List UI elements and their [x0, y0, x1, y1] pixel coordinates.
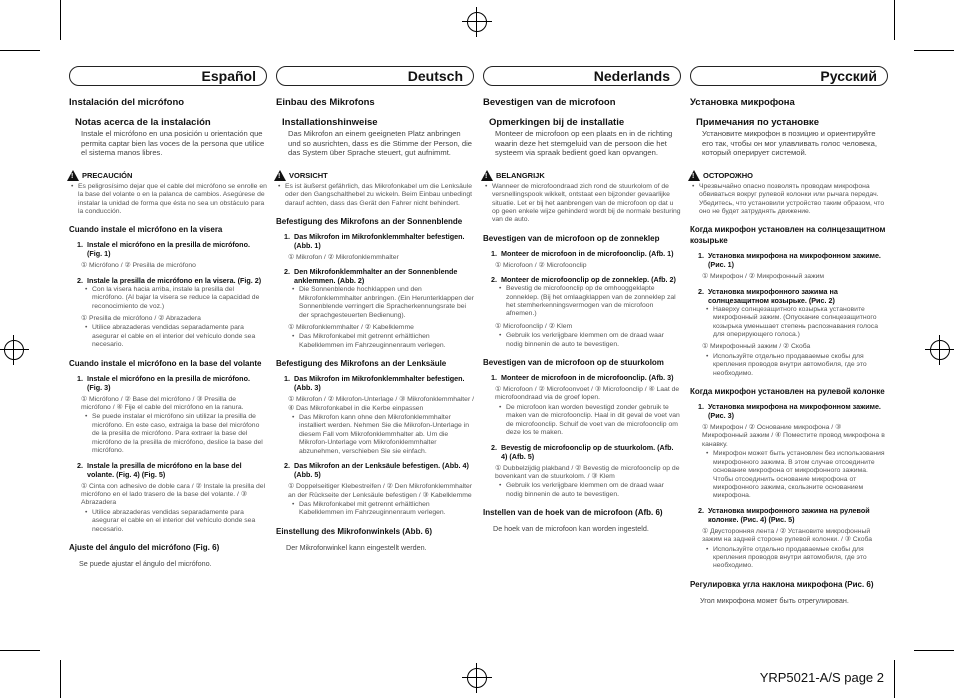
crop-mark	[914, 650, 954, 651]
step-item: 1. Das Mikrofon im Mikrofonklemmhalter befestigen. (Abb. 1)	[284, 232, 465, 250]
language-column	[481, 66, 681, 533]
step-text: Установка микрофона на микрофонном зажиме. (Рис. 1)	[708, 251, 881, 270]
figure-legend: ① Microfoon / ② Microfoonvoet / ③ Microfoonclip / ④ Laat de microfoondraad via de groef lopen.	[495, 386, 680, 402]
step-item: 1. Установка микрофона на микрофонном зажиме. (Рис. 1)	[698, 251, 881, 270]
step-text: Monteer de microfoon in de microfoonclip. (Afb. 1)	[501, 248, 674, 258]
step-item: 1. Das Mikrofon im Mikrofonklemmhalter befestigen. (Abb. 3)	[284, 374, 465, 393]
step-heading: Регулировка угла наклона микрофона (Рис. 6)	[690, 579, 874, 589]
intro-text: Das Mikrofon an einem geeigneten Platz anbringen und so ausrichten, dass es die Stimme der Person, die das System über Sprache steuert, gut aufnimmt.	[288, 129, 473, 158]
figure-legend: ① Микрофон / ② Микрофонный зажим	[702, 273, 825, 281]
registration-mark	[930, 340, 950, 360]
warning-icon: !	[688, 170, 700, 181]
crop-mark	[0, 650, 40, 651]
figure-legend: ① Mikrofon / ② Mikrofon-Unterlage / ③ Mikrofonklemmhalter / ④ Das Mikrofonkabel in die Kerbe einpassen	[288, 396, 474, 412]
figure-legend: ① Microfoonclip / ② Klem	[495, 322, 573, 330]
language-column	[67, 66, 267, 568]
step-item: 2. Das Mikrofon an der Lenksäule befestigen. (Abb. 4) (Abb. 5)	[284, 461, 469, 480]
figure-legend: ① Micrófono / ② Base del micrófono / ③ Presilla de micrófono / ④ Fije el cable del micrófono en la ranura.	[81, 395, 244, 412]
step-note: • Das Mikrofonkabel mit getrennt erhältlichen Kabelklemmen im Fahrzeuginnenraum verlegen.	[292, 501, 474, 518]
crop-mark	[0, 50, 40, 51]
step-heading: Einstellung des Mikrofonwinkels (Abb. 6)	[276, 526, 433, 536]
step-note: • De microfoon kan worden bevestigd zonder gebruik te maken van de microfoonclip. Haal in dit geval de voet van de microfoonclip. Schuif de voet van de microfoonclip om deze los te maken.	[499, 404, 681, 438]
section-title: Установка микрофона	[690, 97, 795, 108]
step-item: 2. Установка микрофонного зажима на солнцезащитном козырьке. (Рис. 2)	[698, 286, 838, 305]
figure-legend: ① Presilla de micrófono / ② Abrazadera	[81, 315, 201, 323]
figure-legend: ① Doppelseitiger Klebestreifen / ② Den Mikrofonklemmhalter an der Rückseite der Lenksäule befestigen / ③ Kabelklemme	[288, 483, 473, 499]
step-note: • Utilice abrazaderas vendidas separadamente para asegurar el cable en el interior del vehículo donde sea necesario.	[85, 324, 267, 349]
section-title: Einbau des Mikrofons	[276, 97, 375, 108]
step-item: 2. Установка микрофонного зажима на рулевой колонке. (Рис. 4) (Рис. 5)	[698, 505, 870, 524]
crop-mark	[914, 50, 954, 51]
step-item: 1. Monteer de microfoon in de microfoonclip. (Afb. 1)	[491, 248, 674, 258]
step-note: • Con la visera hacia arriba, instale la presilla del micrófono. (Al bajar la visera se reduce la capacidad de reconocimiento de voz.)	[85, 286, 267, 311]
step-note: • Utilice abrazaderas vendidas separadamente para asegurar el cable en el interior del vehículo donde sea necesario.	[85, 509, 267, 534]
crop-mark	[60, 660, 61, 698]
intro-text: Monteer de microfoon op een plaats en in de richting waarin deze het stemgeluid van de persoon die het systeem via spraak bedient goed kan opvangen.	[495, 129, 673, 158]
angle-text: De hoek van de microfoon kan worden ingesteld.	[493, 524, 649, 534]
step-text: Das Mikrofon an der Lenksäule befestigen. (Abb. 4) (Abb. 5)	[294, 461, 469, 480]
step-heading: Befestigung des Mikrofons an der Sonnenblende	[276, 217, 463, 226]
step-text: Instale el micrófono en la presilla de micrófono. (Fig. 1)	[87, 240, 250, 259]
step-text: Den Mikrofonklemmhalter an der Sonnenblende anklemmen. (Abb. 2)	[294, 267, 458, 286]
figure-legend: ① Mikrofonklemmhalter / ② Kabelklemme	[288, 324, 414, 332]
warning-heading	[688, 170, 888, 181]
step-note: • Se puede instalar el micrófono sin utilizar la presilla de micrófono. En este caso, extraiga la base del micrófono de la presilla de micrófono. Para extraer la base del micrófono de la presilla de micrófono, deslice la base del micrófono.	[85, 413, 267, 455]
step-text: Bevestig de microfoonclip op de stuurkolom. (Afb. 4) (Afb. 5)	[501, 442, 674, 461]
language-column	[274, 66, 474, 552]
step-item: 2. Bevestig de microfoonclip op de stuurkolom. (Afb. 4) (Afb. 5)	[491, 442, 674, 461]
warning-text: • Es peligrosísimo dejar que el cable del micrófono se enrolle en la base del volante o en la palanca de cambios. Asegúrese de instalar la unidad de forma que ésta no sea un obstáculo para la conducción.	[71, 183, 267, 217]
step-item: 1. Instale el micrófono en la presilla de micrófono. (Fig. 3)	[77, 373, 250, 392]
step-heading: Bevestigen van de microfoon op de stuurkolom	[483, 358, 664, 368]
figure-legend: ① Двусторонняя лента / ② Установите микрофонный зажим на задней стороне рулевой колонки. / ③ Скоба	[702, 527, 873, 544]
figure-legend: ① Mikrofon / ② Mikrofonklemmhalter	[288, 254, 399, 261]
step-note: • Gebruik los verkrijgbare klemmen om de draad waar nodig binnenin de auto te bevestigen.	[499, 482, 681, 499]
step-note: • Используйте отдельно продаваемые скобы для крепления проводов внутри автомобиля, где это необходимо.	[706, 353, 888, 378]
registration-mark	[467, 668, 487, 688]
language-header: Deutsch	[276, 66, 474, 86]
subsection-title: Opmerkingen bij de installatie	[489, 117, 625, 128]
step-heading: Ajuste del ángulo del micrófono (Fig. 6)	[69, 542, 220, 552]
figure-legend: ① Microfoon / ② Microfoonclip	[495, 261, 587, 269]
step-heading: Cuando instale el micrófono en la visera	[69, 225, 223, 235]
crop-mark	[60, 0, 61, 40]
step-note: • Микрофон может быть установлен без использования микрофонного зажима. В этом случае отсоедините основание микрофона от микрофонного зажима. Чтобы отсоединить основание микрофона от микрофонного зажима, скользните основанием микрофона.	[706, 450, 888, 500]
figure-legend: ① Dubbelzijdig plakband / ② Bevestig de microfoonclip op de bovenkant van de stuurkolom. / ③ Klem	[495, 464, 680, 480]
step-text: Установка микрофонного зажима на рулевой колонке. (Рис. 4) (Рис. 5)	[708, 505, 870, 524]
figure-legend: ① Micrófono / ② Presilla de micrófono	[81, 262, 196, 270]
warning-heading	[274, 170, 474, 181]
step-item: 2. Den Mikrofonklemmhalter an der Sonnenblende anklemmen. (Abb. 2)	[284, 267, 458, 286]
step-note: • Das Mikrofon kann ohne den Mikrofonklemmhalter installiert werden. Nehmen Sie die Mikrofon-Unterlage in diesem Fall vom Mikrofonklemmhalter ab. Um die Mikrofon-Unterlage vom Mikrofonklemmhalter abzunehmen, verschieben Sie sie einfach.	[292, 414, 474, 456]
step-heading: Instellen van de hoek van de microfoon (Afb. 6)	[483, 508, 663, 518]
warning-heading	[481, 170, 681, 181]
language-column	[688, 66, 888, 605]
section-title: Bevestigen van de microfoon	[483, 97, 616, 108]
warning-label: PRECAUCIÓN	[82, 170, 133, 180]
step-heading: Когда микрофон установлен на рулевой колонке	[690, 387, 885, 397]
page-footer: YRP5021-A/S page 2	[759, 670, 884, 685]
warning-icon: !	[481, 170, 493, 181]
figure-legend: ① Cinta con adhesivo de doble cara / ② Instale la presilla del micrófono en el lado trasero de la base del volante. / ③ Abrazadera	[81, 482, 266, 507]
step-text: Установка микрофонного зажима на солнцезащитном козырьке. (Рис. 2)	[708, 286, 838, 305]
subsection-title: Примечания по установке	[696, 117, 819, 128]
step-heading: Befestigung des Mikrofons an der Lenksäule	[276, 359, 447, 369]
step-note: • Das Mikrofonkabel mit getrennt erhältlichen Kabelklemmen im Fahrzeuginnenraum verlegen.	[292, 333, 474, 350]
language-header: Nederlands	[483, 66, 681, 86]
registration-mark	[4, 340, 24, 360]
step-item: 1. Установка микрофона на микрофонном зажиме. (Рис. 3)	[698, 402, 881, 421]
step-item: 2. Instale la presilla de micrófono en la visera. (Fig. 2)	[77, 275, 262, 285]
intro-text: Instale el micrófono en una posición u orientación que permita captar bien las voces de la persona que utilice el sistema manos libres.	[81, 129, 265, 158]
warning-heading	[67, 170, 267, 181]
warning-text: • Wanneer de microfoondraad zich rond de stuurkolom of de versnellingspook wikkelt, ontstaat een bijzonder gevaarlijke situatie. Let er bij het aanbrengen van de microfoon op dat u op geen enkele wijze gehinderd wordt bij de normale besturing van de auto.	[485, 183, 681, 225]
step-item: 2. Instale la presilla de micrófono en la base del volante. (Fig. 4) (Fig. 5)	[77, 460, 242, 479]
step-item: 2. Monteer de microfoonclip op de zonneklep. (Afb. 2)	[491, 275, 676, 285]
intro-text: Установите микрофон в позицию и ориентируйте его так, чтобы он мог улавливать голос человека, который оперирует системой.	[702, 129, 877, 158]
step-note: • Bevestig de microfoonclip op de omhooggeklapte zonneklep. (Bij het omlaagklappen van de zonneklep zal het stemherkenningsvermogen van de microfoon afnemen.)	[499, 285, 681, 319]
registration-mark	[467, 12, 487, 32]
step-note: • Наверху солнцезащитного козырька установите микрофонный зажим. (Опускание солнцезащитного козырька уменьшает степень распознавания голоса для оперирующего голоса.)	[706, 306, 888, 340]
figure-legend: ① Микрофон / ② Основание микрофона / ③ Микрофонный зажим / ④ Поместите провод микрофона в канавку.	[702, 424, 885, 448]
angle-text: Der Mikrofonwinkel kann eingestellt werden.	[286, 542, 427, 552]
warning-icon: !	[274, 170, 286, 181]
warning-label: BELANGRIJK	[496, 170, 545, 180]
step-note: • Используйте отдельно продаваемые скобы для крепления проводов внутри автомобиля, где это необходимо.	[706, 546, 888, 571]
step-item: 1. Instale el micrófono en la presilla de micrófono. (Fig. 1)	[77, 240, 250, 259]
step-heading: Bevestigen van de microfoon op de zonneklep	[483, 233, 660, 243]
language-header: Español	[69, 66, 267, 86]
subsection-title: Installationshinweise	[282, 117, 378, 128]
figure-legend: ① Микрофонный зажим / ② Скоба	[702, 343, 811, 351]
step-text: Instale el micrófono en la presilla de micrófono. (Fig. 3)	[87, 373, 250, 392]
step-text: Monteer de microfoonclip op de zonneklep. (Afb. 2)	[501, 275, 676, 285]
language-header: Русский	[690, 66, 888, 86]
warning-text: • Чрезвычайно опасно позволять проводам микрофона обвиваться вокруг рулевой колонки или рычага передач. Убедитесь, что установили устройство таким образом, что оно не будет затруднять движение.	[692, 183, 888, 217]
step-text: Instale la presilla de micrófono en la visera. (Fig. 2)	[87, 275, 262, 285]
subsection-title: Notas acerca de la instalación	[75, 117, 211, 128]
step-text: Das Mikrofon im Mikrofonklemmhalter befestigen. (Abb. 1)	[294, 232, 465, 250]
section-title: Instalación del micrófono	[69, 97, 185, 108]
step-heading: Когда микрофон установлен на солнцезащитном козырьке	[690, 225, 886, 246]
step-text: Das Mikrofon im Mikrofonklemmhalter befestigen. (Abb. 3)	[294, 374, 465, 393]
angle-text: Se puede ajustar el ángulo del micrófono.	[79, 558, 212, 568]
crop-mark	[894, 660, 895, 698]
step-text: Monteer de microfoon in de microfoonclip. (Afb. 3)	[501, 373, 674, 383]
step-text: Instale la presilla de micrófono en la base del volante. (Fig. 4) (Fig. 5)	[87, 460, 242, 479]
step-note: • Gebruik los verkrijgbare klemmen om de draad waar nodig binnenin de auto te bevestigen.	[499, 332, 681, 349]
warning-text: • Es ist äußerst gefährlich, das Mikrofonkabel um die Lenksäule oder den Gangschalthebel zu wickeln. Beim Einbau unbedingt darauf achten, dass das Gerät den Fahrer nicht behindert.	[278, 183, 474, 208]
warning-label: ОСТОРОЖНО	[703, 170, 753, 180]
step-text: Установка микрофона на микрофонном зажиме. (Рис. 3)	[708, 402, 881, 421]
step-item: 1. Monteer de microfoon in de microfoonclip. (Afb. 3)	[491, 373, 674, 383]
step-note: • Die Sonnenblende hochklappen und den Mikrofonklemmhalter anbringen. (Ein Herunterklappen der Sonnenblende verringert die Spracherkennungsrate bei der sprachgesteuerten Bedienung).	[292, 286, 474, 320]
angle-text: Угол микрофона может быть отрегулирован.	[700, 595, 849, 605]
warning-label: VORSICHT	[289, 170, 328, 180]
warning-icon: !	[67, 170, 79, 181]
step-heading: Cuando instale el micrófono en la base del volante	[69, 358, 262, 368]
crop-mark	[894, 0, 895, 40]
